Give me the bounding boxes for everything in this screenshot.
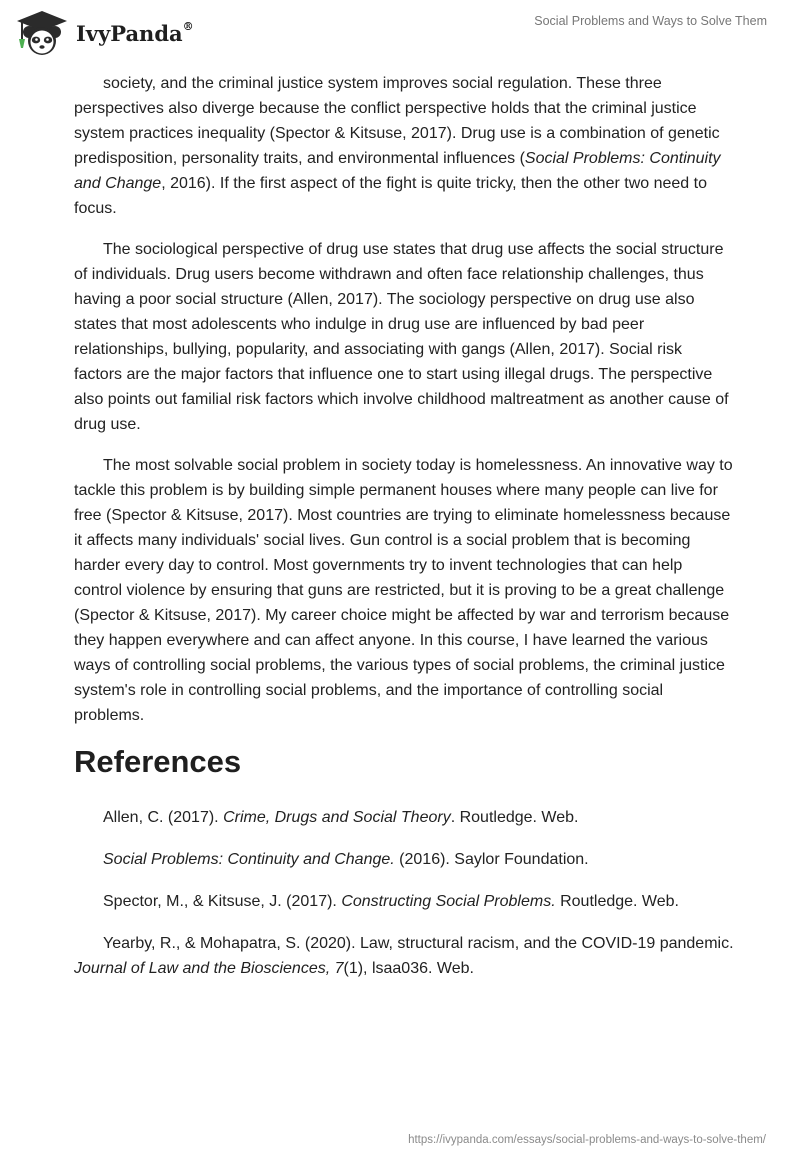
document-title: Social Problems and Ways to Solve Them (534, 14, 767, 28)
panda-graduate-icon (14, 8, 70, 58)
source-url[interactable]: https://ivypanda.com/essays/social-problems-and-ways-to-solve-them/ (408, 1134, 766, 1146)
brand-name: IvyPanda® (76, 20, 194, 46)
references-heading: References (74, 744, 242, 779)
essay-content (74, 71, 734, 998)
ivypanda-logo[interactable] (14, 8, 204, 58)
references-list (74, 805, 734, 981)
paragraph-3: The most solvable social problem in society today is homelessness. An innovative way to tackle this problem is by building simple permanent houses where many people can live for free (Spector & Kitsuse, 2017). Most countries are trying to eliminate homelessness because it affects many individuals' social lives. Gun control is a social problem that is becoming harder every day to control. Most governments try to invent technologies that can help control violence by ensuring that guns are restricted, but it is proving to be a great challenge (Spector & Kitsuse, 2017). My career choice might be affected by war and terrorism because they happen everywhere and can affect anyone. In this course, I have learned the various ways of controlling social problems, the various types of social problems, the criminal justice system's role in controlling social problems, and the importance of controlling social problems. (74, 457, 733, 724)
reference-item: Social Problems: Continuity and Change. (2016). Saylor Foundation. (103, 851, 589, 868)
paragraph-1: society, and the criminal justice system improves social regulation. These three perspectives also diverge because the conflict perspective holds that the criminal justice system practices inequality (Spector & Kitsuse, 2017). Drug use is a combination of genetic predisposition, personality traits, and environmental influences (Social Problems: Continuity and Change, 2016). If the first aspect of the fight is quite tricky, then the other two need to focus. (74, 75, 721, 217)
reference-item: Yearby, R., & Mohapatra, S. (2020). Law, structural racism, and the COVID-19 pandemic. Journal of Law and the Biosciences, 7(1), lsaa036. Web. (74, 935, 734, 977)
reference-item: Allen, C. (2017). Crime, Drugs and Social Theory. Routledge. Web. (103, 809, 579, 826)
reference-item: Spector, M., & Kitsuse, J. (2017). Constructing Social Problems. Routledge. Web. (103, 893, 679, 910)
page-header (0, 0, 800, 70)
paragraph-2: The sociological perspective of drug use states that drug use affects the social structure of individuals. Drug users become withdrawn and often face relationship challenges, thus having a poor social structure (Allen, 2017). The sociology perspective on drug use also states that most adolescents who indulge in drug use are influenced by bad peer relationships, bullying, popularity, and associating with gangs (Allen, 2017). Social risk factors are the major factors that influence one to start using illegal drugs. The perspective also points out familial risk factors which involve childhood maltreatment as another cause of drug use. (74, 241, 729, 433)
